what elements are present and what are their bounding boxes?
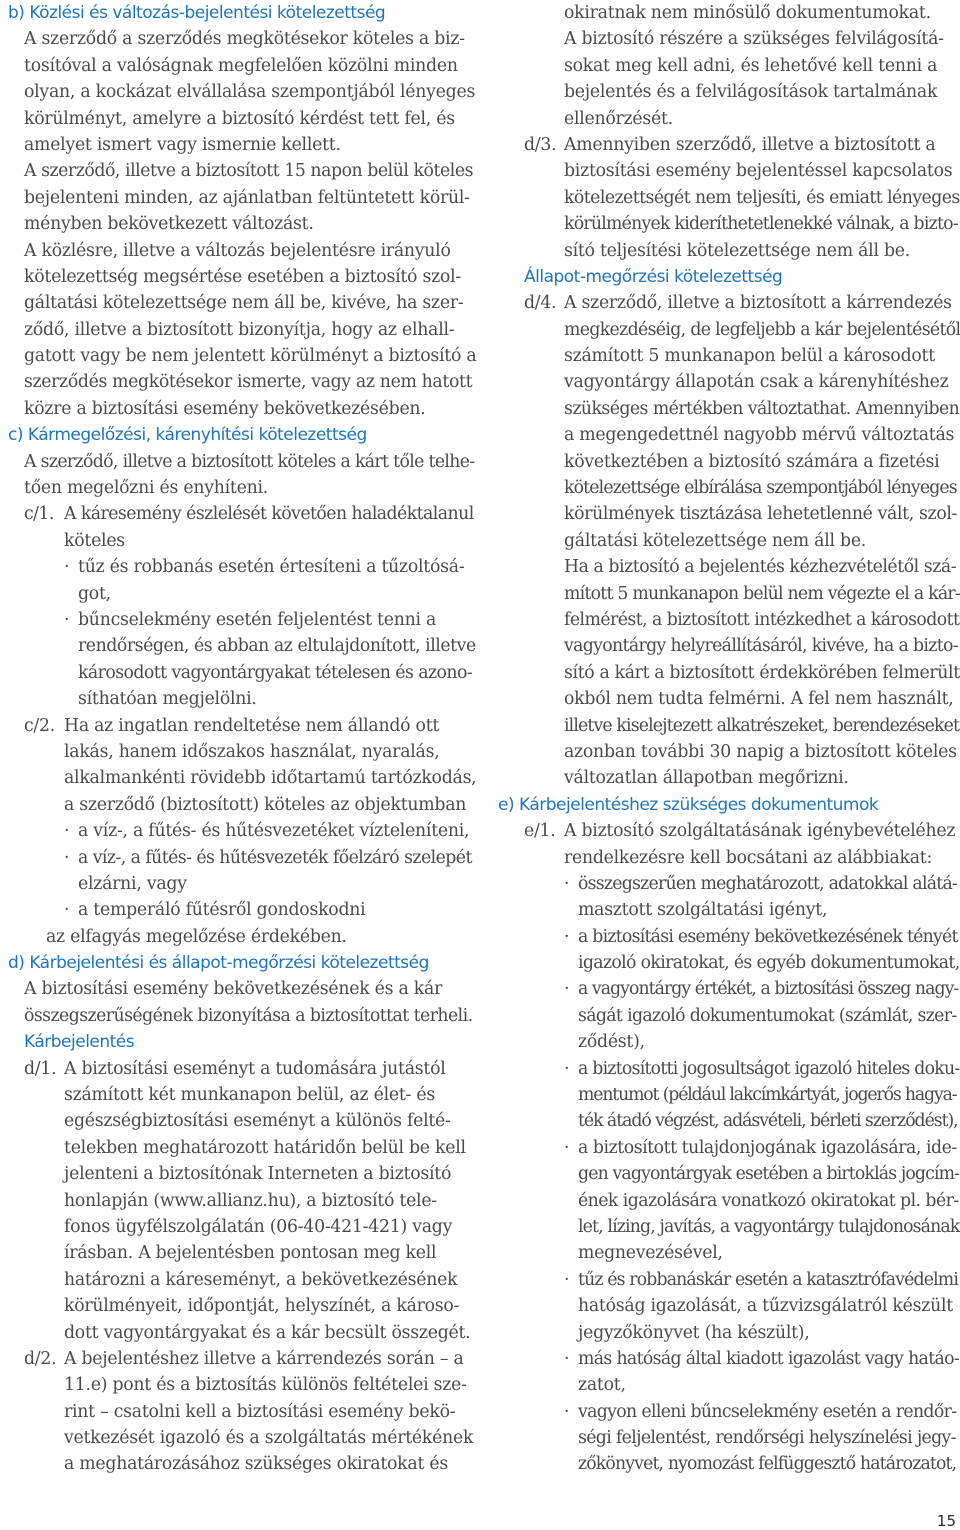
text-line (498, 1003, 960, 1029)
text-line (498, 1293, 960, 1319)
line-text: a biztosított tulajdonjogának igazolására, ide- (578, 1137, 957, 1158)
line-text: b) Közlési és változás-bejelentési kötelezettség (8, 3, 386, 23)
line-text: felmérést, a biztosított intézkedhet a károsodott (564, 609, 960, 630)
line-text: körülmények kideríthetetlenekké válnak, a bizto- (564, 214, 958, 235)
line-text: a biztosítási esemény bekövetkezésének tényét (578, 926, 958, 947)
line-text: egészségbiztosítási eseményt a különös felté- (64, 1111, 451, 1132)
text-line (498, 158, 960, 184)
line-text: A szerződő, illetve a biztosított 15 napon belül köteles (24, 161, 474, 182)
line-text: körülményt, amelyre a biztosító kérdést tett fel, és (24, 108, 455, 129)
text-line (498, 1056, 960, 1082)
text-line (8, 317, 476, 343)
text-line (498, 290, 960, 316)
line-text: A biztosítási esemény bekövetkezésének és a kár (24, 979, 443, 1000)
line-text: számított 5 munkanapon belül a károsodott (564, 346, 935, 367)
section-heading (498, 264, 960, 290)
text-line (8, 633, 476, 659)
bullet-icon: · (64, 557, 70, 578)
line-text: ének igazolására vonatkozó okiratokat pl. bér- (578, 1190, 959, 1211)
text-line (498, 501, 960, 527)
item-label: d/1. (24, 1058, 57, 1079)
text-line (498, 660, 960, 686)
text-line (8, 528, 476, 554)
item-label: c/1. (24, 504, 54, 525)
text-line (498, 633, 960, 659)
text-line (498, 1082, 960, 1108)
text-line (498, 185, 960, 211)
line-text: Ha az ingatlan rendeltetése nem állandó ott (64, 715, 440, 736)
text-line (498, 1214, 960, 1240)
line-text: Amennyiben szerződő, illetve a biztosított a (564, 134, 936, 155)
bullet-icon: · (564, 926, 569, 947)
line-text: A szerződő, illetve a biztosított a kárrendezés (564, 293, 952, 314)
text-line (498, 26, 960, 52)
text-line (498, 1372, 960, 1398)
line-text: A biztosítási eseményt a tudomására jutástól (64, 1058, 446, 1079)
line-text: Kárbejelentés (24, 1032, 135, 1053)
line-text: bejelentés és a felvilágosítások tartalmának (564, 82, 938, 103)
page-number: 15 (936, 1512, 956, 1530)
text-line (8, 238, 476, 264)
text-line (8, 792, 476, 818)
line-text: összegszerűen meghatározott, adatokkal alátá- (578, 873, 958, 894)
text-line (8, 343, 476, 369)
line-text: határozni a káreseményt, a bekövetkezésének (64, 1269, 458, 1290)
line-text: d) Kárbejelentési és állapot-megőrzési kötelezettség (8, 953, 429, 974)
text-line (8, 581, 476, 607)
line-text: körülményeit, időpontját, helyszínét, a károso- (64, 1296, 460, 1317)
text-line (498, 554, 960, 580)
line-text: köteles (64, 530, 125, 551)
line-text: A szerződő, illetve a biztosított köteles a kárt tőle telhe- (24, 451, 475, 472)
line-text: got, (78, 583, 111, 604)
bullet-icon: · (564, 1348, 569, 1369)
text-line (8, 871, 476, 897)
line-text: ságát igazoló dokumentumokat (számlát, szer- (578, 1005, 957, 1026)
text-line (8, 1108, 476, 1134)
text-line (8, 924, 476, 950)
text-line (498, 132, 960, 158)
line-text: sító a kárt a biztosított érdekkörében felmerült (564, 662, 960, 683)
text-line (498, 686, 960, 712)
text-line (498, 422, 960, 448)
text-line (498, 1161, 960, 1187)
bullet-icon: · (564, 979, 569, 1000)
right-column (498, 0, 960, 1478)
bullet-icon: · (64, 609, 70, 630)
line-text: 11.e) pont és a biztosítás különös feltételei sze- (64, 1375, 467, 1396)
item-label: d/2. (24, 1348, 57, 1369)
bullet-icon: · (564, 1401, 569, 1422)
text-line (498, 369, 960, 395)
text-line (8, 26, 476, 52)
line-text: kötelezettségét nem teljesíti, és emiatt lényeges (564, 187, 960, 208)
text-line (498, 1240, 960, 1266)
line-text: fonos ügyfélszolgálatán (06-40-421-421) vagy (64, 1216, 453, 1237)
line-text: A káresemény észlelését követően haladéktalanul (64, 504, 474, 525)
text-line (8, 185, 476, 211)
line-text: gáltatási kötelezettsége nem áll be, kivéve, ha szer- (24, 293, 464, 314)
line-text: A biztosító szolgáltatásának igénybevételéhez (564, 821, 956, 842)
line-text: ségi feljelentést, rendőrségi helyszínelési jegy- (578, 1428, 956, 1449)
line-text: mított 5 munkanapon belül nem végezte el a kár- (564, 583, 960, 604)
line-text: jelenteni a biztosítónak Interneten a biztosító (64, 1164, 452, 1185)
text-line (498, 1451, 960, 1477)
line-text: tűz és robbanás esetén értesíteni a tűzoltósá- (78, 557, 465, 578)
text-line (8, 765, 476, 791)
line-text: igazoló okiratokat, és egyéb dokumentumokat, (578, 953, 960, 974)
line-text: vagyontárgy helyreállításáról, kivéve, ha a bizto- (564, 636, 958, 657)
line-text: összegszerűségének bizonyítása a biztosítottat terheli. (24, 1005, 473, 1026)
text-line (8, 1135, 476, 1161)
line-text: honlapján (www.allianz.hu), a biztosító tele- (64, 1190, 437, 1211)
text-line (498, 1399, 960, 1425)
line-text: vagyon elleni bűncselekmény esetén a rendőr- (578, 1401, 957, 1422)
text-line (8, 897, 476, 923)
text-line (8, 132, 476, 158)
line-text: jegyzőkönyvet (ha készült), (578, 1322, 810, 1343)
line-text: az elfagyás megelőzése érdekében. (46, 926, 347, 947)
line-text: síthatóan megjelölni. (78, 689, 257, 710)
text-line (498, 1135, 960, 1161)
text-line (498, 238, 960, 264)
text-line (8, 607, 476, 633)
line-text: a víz-, a fűtés- és hűtésvezetéket vízteleníteni, (78, 821, 470, 842)
line-text: vagyontárgy állapotán csak a kárenyhítéshez (564, 372, 949, 393)
text-line (498, 317, 960, 343)
section-heading (8, 1029, 476, 1055)
line-text: bejelenteni minden, az ajánlatban feltüntetett körül- (24, 187, 470, 208)
text-line (498, 713, 960, 739)
line-text: a vagyontárgy értékét, a biztosítási összeg nagy- (578, 979, 959, 1000)
text-line (8, 739, 476, 765)
line-text: a biztosítotti jogosultságot igazoló hiteles doku- (578, 1058, 960, 1079)
line-text: szükséges mértékben változtathat. Amennyiben (564, 398, 960, 419)
line-text: a víz-, a fűtés- és hűtésvezeték főelzáró szelepét (78, 847, 472, 868)
text-line (8, 106, 476, 132)
text-line (8, 475, 476, 501)
text-line (8, 818, 476, 844)
line-text: olyan, a kockázat elvállalása szempontjából lényeges (24, 82, 476, 103)
line-text: bűncselekmény esetén feljelentést tenni a (78, 609, 437, 630)
left-column (8, 0, 476, 1478)
line-text: amelyet ismert vagy ismernie kellett. (24, 134, 341, 155)
text-line (8, 449, 476, 475)
text-line (8, 290, 476, 316)
line-text: elzárni, vagy (78, 873, 187, 894)
text-line (8, 1082, 476, 1108)
text-line (498, 581, 960, 607)
line-text: a szerződő (biztosított) köteles az objektumban (64, 794, 467, 815)
bullet-icon: · (564, 1269, 569, 1290)
line-text: alkalmankénti rövidebb időtartamú tartózkodás, (64, 768, 477, 789)
line-text: zatot, (578, 1375, 626, 1396)
line-text: változatlan állapotban megőrizni. (564, 768, 849, 789)
text-line (498, 449, 960, 475)
text-line (8, 1425, 476, 1451)
line-text: tosítóval a valóságnak megfelelően közölni minden (24, 55, 458, 76)
item-label: d/3. (524, 134, 557, 155)
line-text: illetve kiselejtezett alkatrészeket, berendezéseket (564, 715, 960, 736)
line-text: azonban további 30 napig a biztosított köteles (564, 741, 957, 762)
text-line (8, 713, 476, 739)
bullet-icon: · (564, 873, 569, 894)
line-text: a temperáló fűtésről gondoskodni (78, 900, 366, 921)
text-line (8, 660, 476, 686)
line-text: írásban. A bejelentésben pontosan meg kell (64, 1243, 437, 1264)
text-line (8, 686, 476, 712)
text-line (498, 924, 960, 950)
line-text: e) Kárbejelentéshez szükséges dokumentumok (498, 794, 879, 815)
line-text: következtében a biztosító számára a fizetési (564, 451, 940, 472)
line-text: zőkönyvet, nyomozást felfüggesztő határozatot, (578, 1454, 957, 1475)
line-text: ményben bekövetkezett változást. (24, 214, 314, 235)
line-text: kötelezettsége elbírálása szempontjából lényeges (564, 478, 957, 499)
text-line (8, 1161, 476, 1187)
line-text: hatóság igazolását, a tűzvizsgálatról készült (578, 1296, 953, 1317)
line-text: mentumot (például lakcímkártyát, jogerős hagya- (578, 1085, 957, 1106)
line-text: szerződés megkötésekor ismerte, vagy az nem hatott (24, 372, 473, 393)
text-line (8, 1320, 476, 1346)
text-line (8, 158, 476, 184)
text-line (8, 1346, 476, 1372)
text-line (498, 976, 960, 1002)
text-line (8, 211, 476, 237)
line-text: más hatóság által kiadott igazolást vagy hatáo- (578, 1348, 960, 1369)
item-label: e/1. (524, 821, 556, 842)
text-line (498, 475, 960, 501)
line-text: A közlésre, illetve a változás bejelentésre irányuló (24, 240, 451, 261)
text-line (8, 501, 476, 527)
text-line (498, 106, 960, 132)
line-text: számított két munkanapon belül, az élet- és (64, 1085, 435, 1106)
text-line (498, 897, 960, 923)
line-text: A biztosító részére a szükséges felvilágosítá- (564, 29, 944, 50)
text-line (8, 1056, 476, 1082)
line-text: Ha a biztosító a bejelentés kézhezvételétől szá- (564, 557, 957, 578)
line-text: a meghatározásához szükséges okiratokat és (64, 1454, 448, 1475)
bullet-icon: · (64, 821, 70, 842)
text-line (498, 818, 960, 844)
line-text: ték átadó végzést, adásvételi, bérleti szerződést), (578, 1111, 958, 1132)
line-text: okiratnak nem minősülő dokumentumokat. (564, 3, 931, 23)
text-line (498, 1425, 960, 1451)
line-text: tően megelőzni és enyhíteni. (24, 478, 268, 499)
line-text: lakás, hanem időszakos használat, nyaralás, (64, 741, 440, 762)
line-text: ellenőrzését. (564, 108, 673, 129)
bullet-icon: · (564, 1058, 569, 1079)
text-line (8, 264, 476, 290)
text-line (498, 845, 960, 871)
line-text: let, lízing, javítás, a vagyontárgy tulajdonosának (578, 1216, 960, 1237)
section-heading (8, 950, 476, 976)
text-line (498, 950, 960, 976)
section-heading (8, 422, 476, 448)
line-text: vetkezését igazoló és a szolgáltatás mértékének (64, 1428, 474, 1449)
text-line (498, 1267, 960, 1293)
line-text: közre a biztosítási esemény bekövetkezésében. (24, 398, 426, 419)
text-line (8, 976, 476, 1002)
line-text: károsodott vagyontárgyakat tételesen és azono- (78, 662, 473, 683)
line-text: telekben meghatározott határidőn belül be kell (64, 1137, 466, 1158)
text-line (8, 369, 476, 395)
line-text: biztosítási esemény bejelentéssel kapcsolatos (564, 161, 953, 182)
text-line (498, 1108, 960, 1134)
line-text: gatott vagy be nem jelentett körülményt a biztosító a (24, 346, 477, 367)
item-label: c/2. (24, 715, 55, 736)
line-text: gáltatási kötelezettsége nem áll be. (564, 530, 867, 551)
line-text: A bejelentéshez illetve a kárrendezés során – a (64, 1348, 464, 1369)
line-text: dott vagyontárgyakat és a kár becsült összegét. (64, 1322, 471, 1343)
text-line (498, 528, 960, 554)
text-line (8, 79, 476, 105)
line-text: sító teljesítési kötelezettsége nem áll be. (564, 240, 910, 261)
text-line (8, 554, 476, 580)
section-heading (498, 792, 960, 818)
line-text: c) Kármegelőzési, kárenyhítési kötelezettség (8, 425, 367, 446)
text-line (8, 396, 476, 422)
line-text: a megengedettnél nagyobb mérvű változtatás (564, 425, 955, 446)
line-text: sokat meg kell adni, és lehetővé kell tenni a (564, 55, 938, 76)
line-text: körülmények tisztázása lehetetlenné vált, szol- (564, 504, 958, 525)
text-line (498, 607, 960, 633)
text-line (8, 1372, 476, 1398)
text-line (8, 1214, 476, 1240)
bullet-icon: · (64, 847, 69, 868)
text-line (498, 0, 960, 26)
line-text: megnevezésével, (578, 1243, 723, 1264)
text-line (498, 396, 960, 422)
line-text: megkezdéséig, de legfeljebb a kár bejelentésétől (564, 319, 960, 340)
text-line (8, 1293, 476, 1319)
item-label: d/4. (524, 293, 557, 314)
bullet-icon: · (564, 1137, 570, 1158)
text-line (8, 1240, 476, 1266)
text-line (8, 53, 476, 79)
text-line (498, 739, 960, 765)
text-line (498, 1346, 960, 1372)
text-line (498, 343, 960, 369)
text-line (498, 211, 960, 237)
text-line (498, 765, 960, 791)
line-text: okból nem tudta felmérni. A fel nem használt, (564, 689, 954, 710)
line-text: masztott szolgáltatási igényt, (578, 900, 828, 921)
text-line (498, 79, 960, 105)
bullet-icon: · (64, 900, 70, 921)
line-text: ződést), (578, 1032, 645, 1053)
text-line (8, 1399, 476, 1425)
line-text: rendőrségen, és abban az eltulajdonított, illetve (78, 636, 476, 657)
line-text: A szerződő a szerződés megkötésekor köteles a biz- (24, 29, 465, 50)
line-text: kötelezettség megsértése esetében a biztosító szol- (24, 266, 461, 287)
line-text: Állapot-megőrzési kötelezettség (524, 266, 783, 287)
text-line (498, 1188, 960, 1214)
text-line (498, 1320, 960, 1346)
text-line (8, 1188, 476, 1214)
text-line (498, 871, 960, 897)
text-line (8, 1267, 476, 1293)
line-text: rint – csatolni kell a biztosítási esemény bekö- (64, 1401, 456, 1422)
section-heading (8, 0, 476, 26)
text-line (498, 53, 960, 79)
line-text: tűz és robbanáskár esetén a katasztrófavédelmi (578, 1269, 959, 1290)
text-line (8, 1003, 476, 1029)
text-line (8, 845, 476, 871)
line-text: rendelkezésre kell bocsátani az alábbiakat: (564, 847, 933, 868)
line-text: ződő, illetve a biztosított bizonyítja, hogy az elhall- (24, 319, 455, 340)
text-line (498, 1029, 960, 1055)
text-line (8, 1451, 476, 1477)
line-text: gen vagyontárgyak esetében a birtoklás jogcím- (578, 1164, 960, 1185)
